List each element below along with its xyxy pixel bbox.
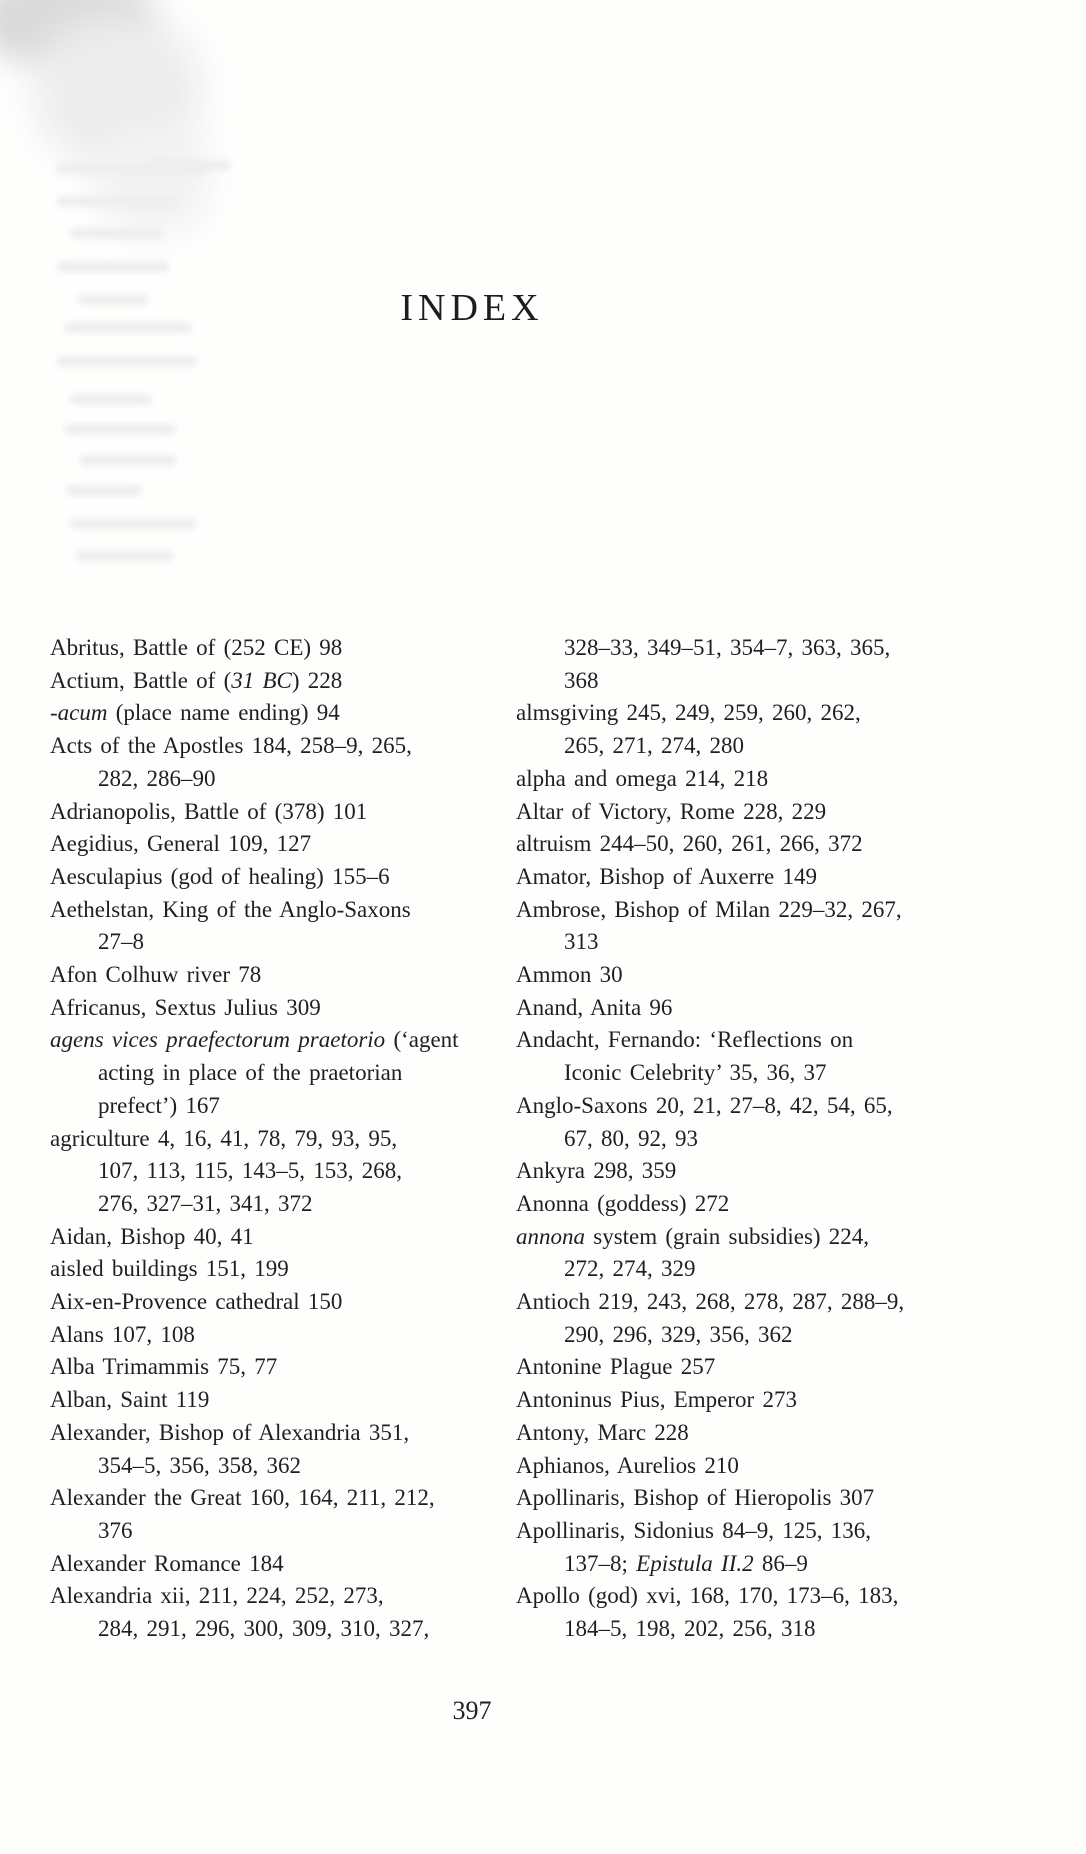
index-entry-line: 328–33, 349–51, 354–7, 363, 365, <box>564 635 891 660</box>
index-entry-line: Aesculapius (god of healing) 155–6 <box>50 863 390 889</box>
index-entry-line: 67, 80, 92, 93 <box>564 1125 698 1151</box>
index-entry-line: aisled buildings 151, 199 <box>50 1256 289 1282</box>
index-entry-line: altruism 244–50, 260, 261, 266, 372 <box>516 831 863 857</box>
index-entry-line: Adrianopolis, Battle of (378) 101 <box>50 798 368 824</box>
index-entry-line: Afon Colhuw river 78 <box>50 962 262 988</box>
index-entry-line: 137–8; Epistula II.2 86–9 <box>564 1550 808 1576</box>
index-entry-line: Antonine Plague 257 <box>516 1354 716 1380</box>
index-entry-line: Ammon 30 <box>516 962 623 988</box>
index-entry-line: prefect’) 167 <box>98 1092 220 1118</box>
scan-smudge <box>0 0 153 67</box>
index-entry-line: Alexandria xii, 211, 224, 252, 273, <box>50 1583 384 1609</box>
index-entry-line: Alexander, Bishop of Alexandria 351, <box>50 1419 410 1445</box>
index-entry-line: 27–8 <box>98 929 144 955</box>
bleed-through-line <box>70 518 196 529</box>
index-entry-line: 184–5, 198, 202, 256, 318 <box>564 1616 816 1642</box>
bleed-through-line <box>80 455 176 466</box>
index-entry-line: Antoninus Pius, Emperor 273 <box>516 1387 797 1413</box>
index-entry-line: Aidan, Bishop 40, 41 <box>50 1223 254 1249</box>
bleed-through-line <box>150 160 230 171</box>
index-column-right <box>516 632 1056 1646</box>
index-entry-line: Amator, Bishop of Auxerre 149 <box>516 863 818 889</box>
index-column-left <box>50 632 516 1646</box>
index-entry-line: Andacht, Fernando: ‘Reflections on <box>516 1027 854 1053</box>
index-entry-line: Actium, Battle of (31 BC) 228 <box>50 667 343 693</box>
index-entry-line: Aegidius, General 109, 127 <box>50 831 312 857</box>
bleed-through-line <box>70 394 152 405</box>
index-entry-line: 368 <box>564 667 599 693</box>
index-entry-line: Ankyra 298, 359 <box>516 1158 677 1184</box>
index-entry-line: Alexander the Great 160, 164, 211, 212, <box>50 1485 435 1511</box>
index-entry-line: 376 <box>98 1517 133 1543</box>
index-entry-line: 276, 327–31, 341, 372 <box>98 1190 313 1216</box>
index-entry-line: Alexander Romance 184 <box>50 1550 284 1576</box>
index-entry-line: Apollinaris, Sidonius 84–9, 125, 136, <box>516 1517 872 1543</box>
index-entry-line: Antioch 219, 243, 268, 278, 287, 288–9, <box>516 1289 905 1315</box>
scan-smudge <box>95 125 210 235</box>
index-entry-line: agens vices praefectorum praetorio (‘agent <box>50 1027 459 1053</box>
index-entry-line: 290, 296, 329, 356, 362 <box>564 1321 793 1347</box>
index-entry-line: agriculture 4, 16, 41, 78, 79, 93, 95, <box>50 1125 398 1151</box>
index-entry-line: 284, 291, 296, 300, 309, 310, 327, <box>98 1616 430 1642</box>
bleed-through-line <box>64 424 176 435</box>
index-entry-line: Alba Trimammis 75, 77 <box>50 1354 278 1380</box>
index-entry-line: 354–5, 356, 358, 362 <box>98 1452 301 1478</box>
bleed-through-line <box>66 485 142 496</box>
index-entry-line: Abritus, Battle of (252 CE) 98 <box>50 635 343 660</box>
index-entry-line: acting in place of the praetorian <box>98 1060 403 1086</box>
index-entry-line: Apollinaris, Bishop of Hieropolis 307 <box>516 1485 875 1511</box>
bleed-through-line <box>57 356 197 367</box>
index-entry-line: Anonna (goddess) 272 <box>516 1190 730 1216</box>
bleed-through-line <box>76 550 174 561</box>
index-entry-line: Apollo (god) xvi, 168, 170, 173–6, 183, <box>516 1583 899 1609</box>
index-entry-line: 272, 274, 329 <box>564 1256 696 1282</box>
page-title: INDEX <box>400 287 544 329</box>
index-entry-line: Aphianos, Aurelios 210 <box>516 1452 739 1478</box>
index-entry-line: alpha and omega 214, 218 <box>516 765 769 791</box>
index-entry-line: -acum (place name ending) 94 <box>50 700 340 726</box>
scan-smudge <box>35 15 200 165</box>
index-entry-line: 265, 271, 274, 280 <box>564 733 744 759</box>
index-entry-line: 282, 286–90 <box>98 765 216 791</box>
bleed-through-line <box>70 228 162 239</box>
index-entry-line: Acts of the Apostles 184, 258–9, 265, <box>50 733 412 759</box>
index-entry-line: Aix-en-Provence cathedral 150 <box>50 1289 343 1315</box>
index-entry-line: Alans 107, 108 <box>50 1321 195 1347</box>
index-entry-line: Africanus, Sextus Julius 309 <box>50 994 321 1020</box>
page-number: 397 <box>452 1696 492 1725</box>
index-entry-line: Altar of Victory, Rome 228, 229 <box>516 798 827 824</box>
bleed-through-line <box>57 196 179 207</box>
index-entry-line: Aethelstan, King of the Anglo-Saxons <box>50 896 411 922</box>
index-entry-line: Alban, Saint 119 <box>50 1387 210 1413</box>
index-entry-line: Anglo-Saxons 20, 21, 27–8, 42, 54, 65, <box>516 1092 893 1118</box>
index-entry-line: 313 <box>564 929 599 955</box>
index-entry-line: Anand, Anita 96 <box>516 994 673 1020</box>
index-entry-line: annona system (grain subsidies) 224, <box>516 1223 870 1249</box>
bleed-through-line <box>57 261 169 272</box>
index-entry-line: almsgiving 245, 249, 259, 260, 262, <box>516 700 861 726</box>
index-entry-line: Ambrose, Bishop of Milan 229–32, 267, <box>516 896 902 922</box>
index-entry-line: Iconic Celebrity’ 35, 36, 37 <box>564 1060 827 1086</box>
bleed-through-line <box>57 163 207 174</box>
index-entry-line: 107, 113, 115, 143–5, 153, 268, <box>98 1158 403 1184</box>
index-entry-line: Antony, Marc 228 <box>516 1419 689 1445</box>
